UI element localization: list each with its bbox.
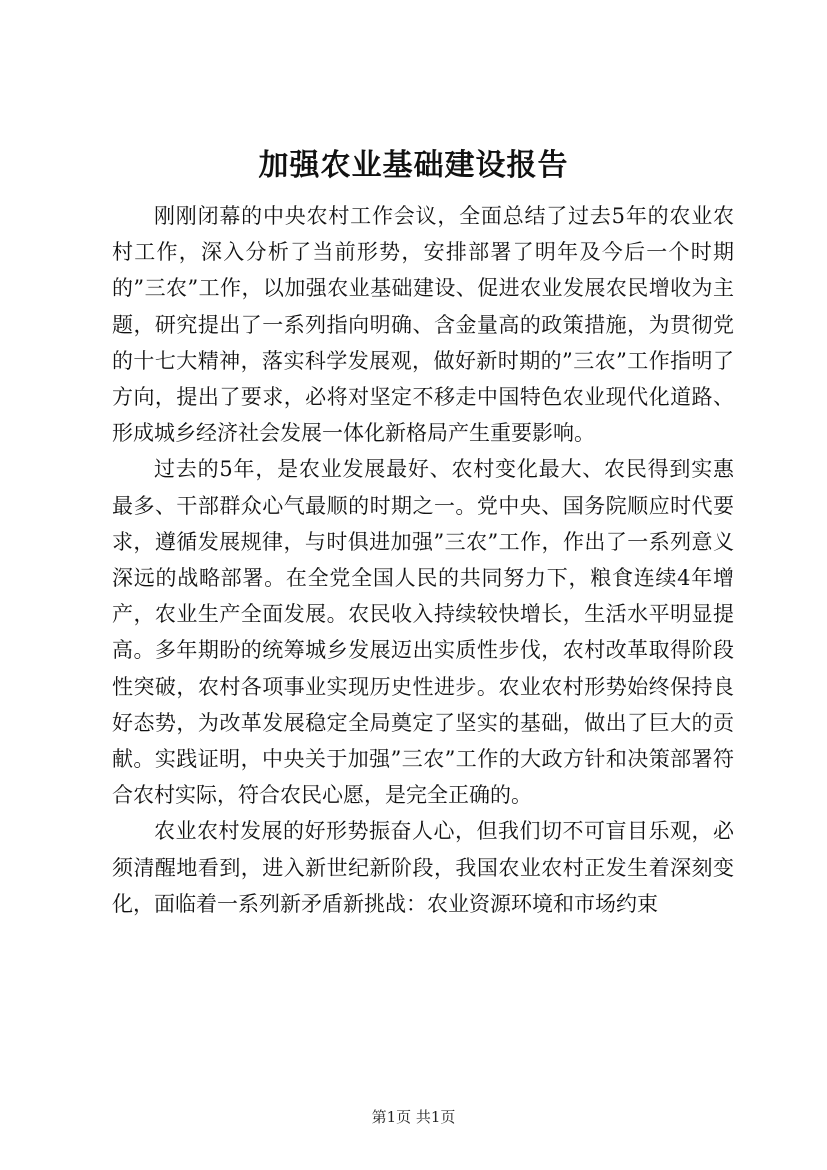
paragraph-3: 农业农村发展的好形势振奋人心，但我们切不可盲目乐观，必须清醒地看到，进入新世纪新阶段，我国农业农村正发生着深刻变化，面临着一系列新矛盾新挑战：农业资源环境和市场约束 — [112, 819, 734, 916]
paragraph-2: 过去的5年，是农业发展最好、农村变化最大、农民得到实惠最多、干部群众心气最顺的时期之一。党中央、国务院顺应时代要求，遵循发展规律，与时俱进加强”三农”工作，作出了一系列意义深远的战略部署。在全党全国人民的共同努力下，粮食连续4年增产，农业生产全面发展。农民收入持续较快增长，生活水平明显提高。多年期盼的统筹城乡发展迈出实质性步伐，农村改革取得阶段性突破，农村各项事业实现历史性进步。农业农村形势始终保持良好态势，为改革发展稳定全局奠定了坚实的基础，做出了巨大的贡献。实践证明，中央关于加强”三农”工作的大政方针和决策部署符合农村实际，符合农民心愿，是完全正确的。 — [112, 457, 734, 808]
paragraph-1: 刚刚闭幕的中央农村工作会议，全面总结了过去5年的农业农村工作，深入分析了当前形势，安排部署了明年及今后一个时期的”三农”工作，以加强农业基础建设、促进农业发展农民增收为主题，研究提出了一系列指向明确、含金量高的政策措施，为贯彻党的十七大精神，落实科学发展观，做好新时期的”三农”工作指明了方向，提出了要求，必将对坚定不移走中国特色农业现代化道路、形成城乡经济社会发展一体化新格局产生重要影响。 — [112, 204, 734, 446]
page-number-footer: 第1页 共1页 — [371, 1108, 456, 1126]
document-body — [112, 198, 734, 922]
document-title: 加强农业基础建设报告 — [258, 148, 569, 183]
